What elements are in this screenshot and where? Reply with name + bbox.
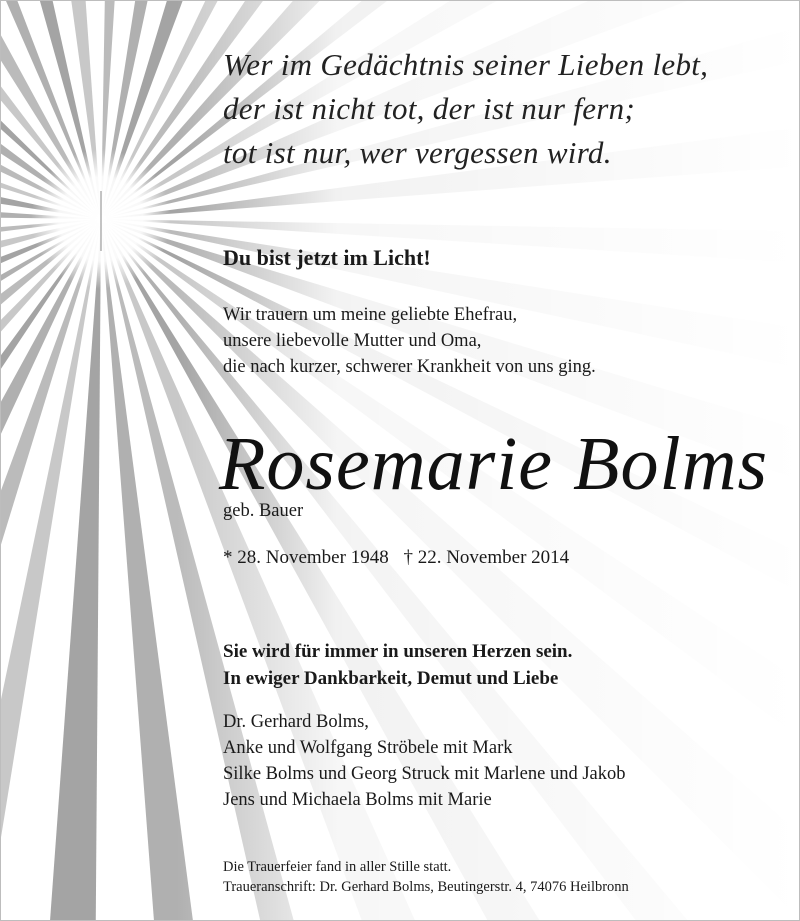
family-line: Dr. Gerhard Bolms, — [223, 712, 369, 732]
birth-date: * 28. November 1948 — [223, 547, 389, 568]
quote-line: der ist nicht tot, der ist nur fern; — [223, 91, 636, 126]
footer-info — [223, 857, 629, 897]
quote-line: Wer im Gedächtnis seiner Lieben lebt, — [223, 47, 709, 82]
family-line: Anke und Wolfgang Ströbele mit Mark — [223, 738, 513, 758]
intro-line: unsere liebevolle Mutter und Oma, — [223, 331, 482, 351]
death-date: † 22. November 2014 — [403, 547, 570, 568]
footer-line: Traueranschrift: Dr. Gerhard Bolms, Beutingerstr. 4, 74076 Heilbronn — [223, 879, 629, 895]
intro-line: Wir trauern um meine geliebte Ehefrau, — [223, 305, 518, 325]
closing-text — [223, 638, 572, 692]
life-dates — [223, 547, 579, 569]
intro-line: die nach kurzer, schwerer Krankheit von uns ging. — [223, 357, 596, 377]
family-line: Jens und Michaela Bolms mit Marie — [223, 790, 492, 810]
maiden-name: geb. Bauer — [223, 501, 304, 521]
closing-line: Sie wird für immer in unseren Herzen sein. — [223, 641, 573, 662]
footer-line: Die Trauerfeier fand in aller Stille statt. — [223, 859, 452, 875]
intro-text — [223, 302, 596, 380]
heading: Du bist jetzt im Licht! — [223, 245, 431, 270]
family-line: Silke Bolms und Georg Struck mit Marlene und Jakob — [223, 764, 626, 784]
family-signatures — [223, 709, 626, 813]
closing-line: In ewiger Dankbarkeit, Demut und Liebe — [223, 668, 559, 689]
quote-line: tot ist nur, wer vergessen wird. — [223, 135, 612, 170]
deceased-name: Rosemarie Bolms — [219, 422, 769, 506]
memorial-quote — [223, 43, 708, 175]
